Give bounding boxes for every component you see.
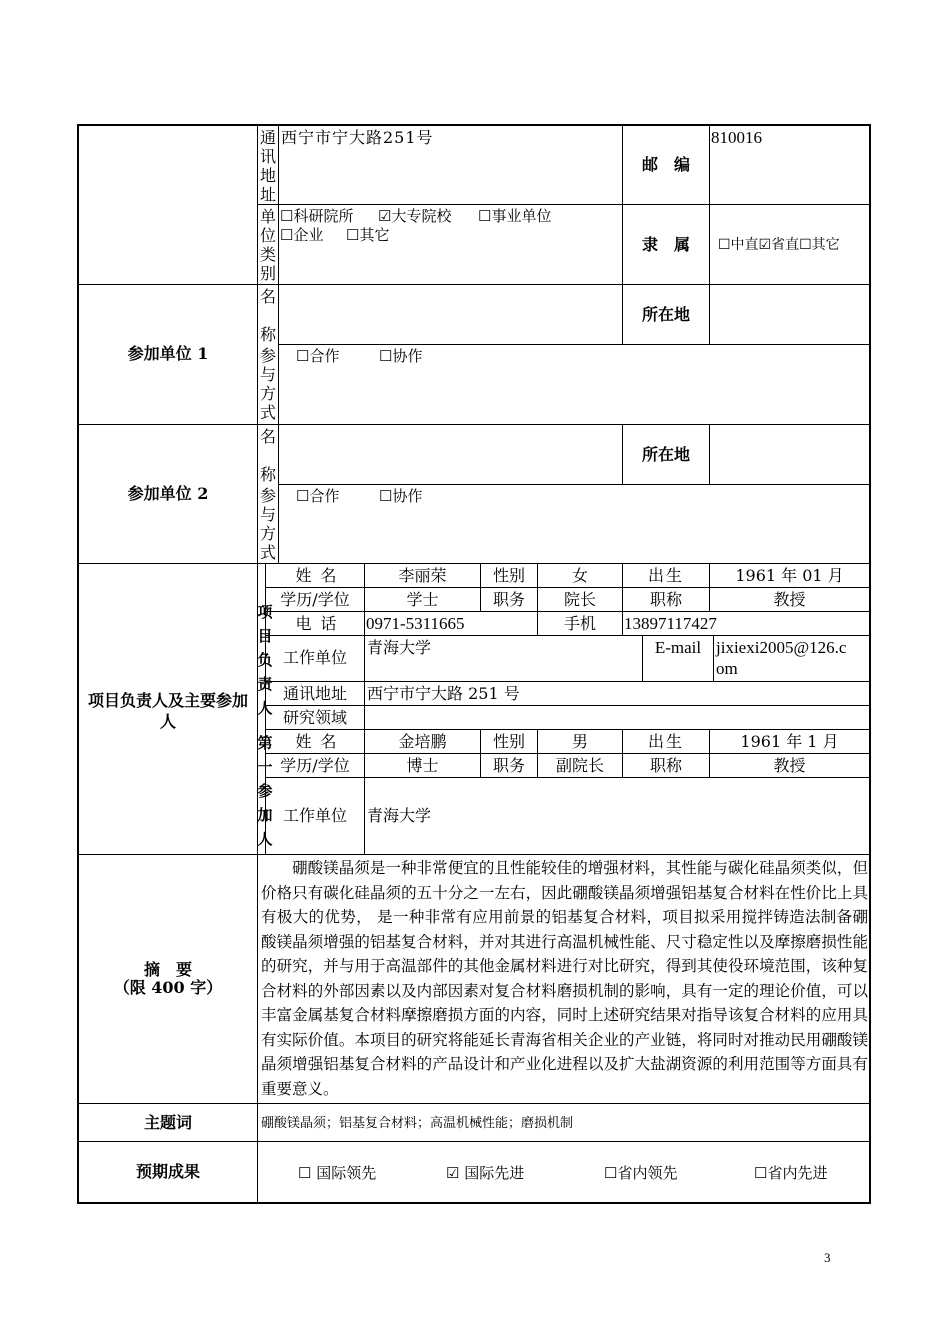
gender-label: 性别 <box>492 732 525 751</box>
mode-label: 参与方式 <box>259 346 276 422</box>
leader-birth: 1961 年 01 月 <box>735 566 844 585</box>
participant-1-label: 参加单位 1 <box>127 344 209 363</box>
page-number: 3 <box>824 1250 831 1265</box>
first-participant-name: 金培鹏 <box>398 732 447 751</box>
expected-option-intl-advanced[interactable]: ☑ 国际先进 <box>446 1164 525 1182</box>
first-participant-gender: 男 <box>571 732 588 751</box>
education-label: 学历/学位 <box>280 756 350 775</box>
mode-option-assistance[interactable]: ☐协作 <box>379 487 423 505</box>
gender-label: 性别 <box>492 566 525 585</box>
birth-label: 出生 <box>647 566 684 585</box>
keywords-value: 硼酸镁晶须；铝基复合材料；高温机械性能；磨损机制 <box>261 1116 574 1131</box>
phone-label: 电 话 <box>295 614 339 633</box>
leader-mobile: 13897117427 <box>624 614 717 633</box>
first-participant-education: 博士 <box>406 756 439 775</box>
expected-option-province-leading[interactable]: ☐省内领先 <box>604 1164 678 1182</box>
duty-label: 职务 <box>492 590 525 609</box>
address-value: 西宁市宁大路251号 <box>281 128 434 147</box>
email-label: E-mail <box>654 638 702 657</box>
leader-title: 教授 <box>773 590 806 609</box>
postcode-label: 邮 编 <box>641 155 690 174</box>
affiliation-options[interactable]: ☐中直☑省直☐其它 <box>718 237 840 253</box>
location-label: 所在地 <box>641 445 690 464</box>
leader-name: 李丽荣 <box>398 566 447 585</box>
first-participant-work-unit: 青海大学 <box>367 806 432 825</box>
people-section-label: 项目负责人及主要参加人 <box>87 691 248 731</box>
name-label: 称 <box>259 325 276 344</box>
expected-option-province-advanced[interactable]: ☐省内先进 <box>754 1164 828 1182</box>
work-unit-label: 工作单位 <box>282 648 347 667</box>
leader-duty: 院长 <box>563 590 596 609</box>
mode-option-assistance[interactable]: ☐协作 <box>379 347 423 365</box>
unit-type-option-research[interactable]: ☐科研院所 <box>280 207 354 225</box>
duty-label: 职务 <box>492 756 525 775</box>
leader-label: 项目负责人 <box>257 603 273 717</box>
name-label: 姓 名 <box>295 566 339 585</box>
leader-email: om <box>716 659 738 678</box>
name-label: 姓 名 <box>295 732 339 751</box>
leader-work-unit: 青海大学 <box>367 638 432 657</box>
address-label: 通讯地址 <box>259 128 276 204</box>
birth-label: 出生 <box>647 732 684 751</box>
title-label: 职称 <box>649 590 682 609</box>
leader-email: jixiexi2005@126.c <box>716 638 847 657</box>
first-participant-label: 第一参加人 <box>257 734 273 848</box>
postcode-value: 810016 <box>711 128 762 147</box>
address-label: 通讯地址 <box>282 684 347 703</box>
mobile-label: 手机 <box>563 614 596 633</box>
unit-type-option-institution[interactable]: ☐事业单位 <box>478 207 552 225</box>
name-label: 称 <box>259 465 276 484</box>
unit-type-option-college[interactable]: ☑大专院校 <box>378 207 452 225</box>
unit-type-label: 单位类别 <box>259 207 276 283</box>
leader-address: 西宁市宁大路 251 号 <box>367 684 520 703</box>
expected-option-intl-leading[interactable]: ☐ 国际领先 <box>298 1164 377 1182</box>
keywords-label: 主题词 <box>143 1113 192 1132</box>
name-label: 名 <box>259 287 276 306</box>
expected-results-label: 预期成果 <box>135 1162 200 1181</box>
mode-label: 参与方式 <box>259 486 276 562</box>
mode-option-cooperation[interactable]: ☐合作 <box>296 487 340 505</box>
participant-2-label: 参加单位 2 <box>127 484 209 503</box>
title-label: 职称 <box>649 756 682 775</box>
first-participant-title: 教授 <box>773 756 806 775</box>
first-participant-birth: 1961 年 1 月 <box>740 732 839 751</box>
research-field-label: 研究领域 <box>282 708 347 727</box>
affiliation-label: 隶 属 <box>641 235 690 254</box>
leader-phone: 0971-5311665 <box>366 614 465 633</box>
mode-option-cooperation[interactable]: ☐合作 <box>296 347 340 365</box>
abstract-text: 硼酸镁晶须是一种非常便宜的且性能较佳的增强材料，其性能与碳化硅晶须类似，但价格只有碳化硅晶须的五十分之一左右，因此硼酸镁晶须增强铝基复合材料在性价比上具有极大的优势， 是一种非常有应用前景的铝基复合材料，项目拟采用搅拌铸造法制备硼酸镁晶须增强的铝基复合材料，并对其进行高温机械性能、尺寸稳定性以及摩擦磨损性能的研究，并与用于高温部件的其他金属材料进行对比研究，得到其使役环境范围，该种复合材料的外部因素以及内部因素对复合材料磨损机制的影响，具有一定的理论价值，可以丰富金属基复合材料摩擦磨损方面的内容，同时上述研究结果对指导该复合材料的应用具有实际价值。本项目的研究将能延长青海省相关企业的产业链，将同时对推动民用硼酸镁晶须增强铝基复合材料的产品设计和产业化进程以及扩大盐湖资源的利用范围等方面具有重要意义。 <box>261 859 868 1098</box>
name-label: 名 <box>259 427 276 446</box>
first-participant-duty: 副院长 <box>555 756 604 775</box>
abstract-limit: （限 400 字） <box>113 978 223 997</box>
unit-type-option-enterprise[interactable]: ☐企业 <box>280 226 324 244</box>
work-unit-label: 工作单位 <box>282 806 347 825</box>
leader-education: 学士 <box>406 590 439 609</box>
unit-type-option-other[interactable]: ☐其它 <box>346 226 390 244</box>
location-label: 所在地 <box>641 305 690 324</box>
abstract-label: 摘 要 <box>143 960 192 979</box>
leader-gender: 女 <box>571 566 588 585</box>
education-label: 学历/学位 <box>280 590 350 609</box>
